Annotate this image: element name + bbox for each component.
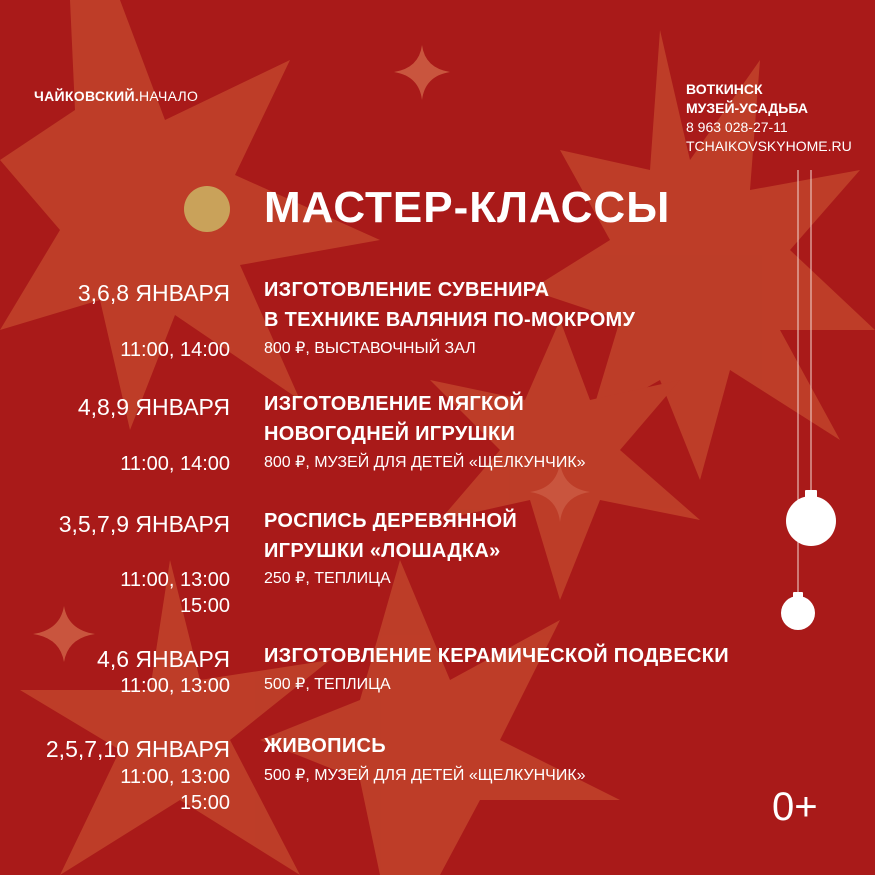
event-name: ИЗГОТОВЛЕНИЕ МЯГКОЙ НОВОГОДНЕЙ ИГРУШКИ [264,393,525,445]
logo-dot: . [134,88,140,104]
sparkle-shape [33,606,95,662]
event-times: 11:00, 14:00 [120,453,230,475]
sparkle-shape [394,45,450,100]
ornament-large [786,490,836,546]
event-info: 500 ₽, ТЕПЛИЦА [264,676,391,693]
contact-city: ВОТКИНСК [686,81,763,97]
event-info: 500 ₽, МУЗЕЙ ДЛЯ ДЕТЕЙ «ЩЕЛКУНЧИК» [264,767,586,784]
event-dates: 3,6,8 ЯНВАРЯ [77,280,230,306]
page-title: МАСТЕР-КЛАССЫ [264,183,671,232]
star-shape [260,560,620,875]
ornament-small [781,592,815,630]
contact-place: МУЗЕЙ-УСАДЬБА [686,100,808,116]
contact-phone: 8 963 028-27-11 [686,119,788,135]
logo-main: ЧАЙКОВСКИЙ [34,88,135,104]
event-times: 11:00, 13:00 15:00 [120,766,230,814]
event-dates: 2,5,7,10 ЯНВАРЯ [45,736,230,762]
event-info: 800 ₽, МУЗЕЙ ДЛЯ ДЕТЕЙ «ЩЕЛКУНЧИК» [264,454,586,471]
event-times: 11:00, 14:00 [120,339,230,361]
event-times: 11:00, 13:00 15:00 [120,569,230,617]
event-name: РОСПИСЬ ДЕРЕВЯННОЙ ИГРУШКИ «ЛОШАДКА» [264,510,518,562]
logo-suffix: НАЧАЛО [139,88,199,104]
title-bullet [184,186,230,232]
contact-site: TCHAIKOVSKYHOME.RU [686,138,852,154]
contact-block [686,80,852,156]
event-dates: 3,5,7,9 ЯНВАРЯ [58,511,230,537]
event-info: 800 ₽, ВЫСТАВОЧНЫЙ ЗАЛ [264,340,476,357]
event-name: ИЗГОТОВЛЕНИЕ КЕРАМИЧЕСКОЙ ПОДВЕСКИ [264,645,729,667]
event-dates: 4,8,9 ЯНВАРЯ [77,394,230,420]
age-rating: 0+ [772,785,818,829]
brand-logo [34,88,198,104]
event-name: ЖИВОПИСЬ [264,735,386,757]
event-name: ИЗГОТОВЛЕНИЕ СУВЕНИРА В ТЕХНИКЕ ВАЛЯНИЯ ПО-МОКРОМУ [264,279,636,331]
event-times: 11:00, 13:00 [120,675,230,697]
event-dates: 4,6 ЯНВАРЯ [97,646,230,672]
event-info: 250 ₽, ТЕПЛИЦА [264,570,391,587]
